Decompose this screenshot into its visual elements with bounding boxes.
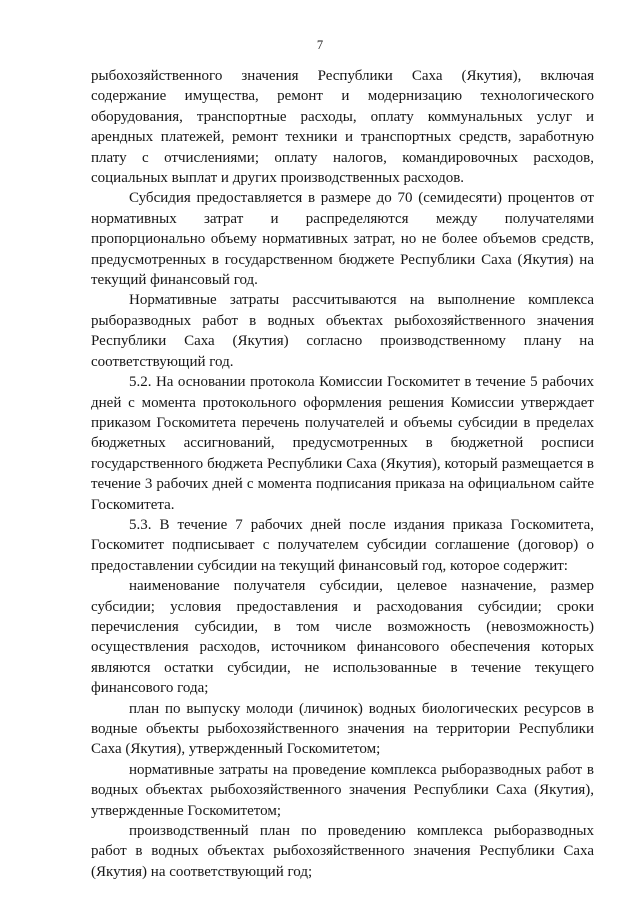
list-item-paragraph: производственный план по проведению комплекса рыборазводных работ в водных объектах рыбохозяйственного значения Республики Саха (Якутия) на соответствующий год; [91,823,594,880]
paragraph: 5.2. На основании протокола Комиссии Госкомитет в течение 5 рабочих дней с момента протокольного оформления решения Комиссии утверждает приказом Госкомитета перечень получателей и объемы субсидии в пределах бюджетных ассигнований, предусмотренных в бюджетной росписи государственного бюджета Республики Саха (Якутия), который размещается в течение 3 рабочих дней с момента подписания приказа на официальном сайте Госкомитета. [91,374,594,513]
paragraph: рыбохозяйственного значения Республики Саха (Якутия), включая содержание имущества, ремонт и модернизацию технологического оборудования, транспортные расходы, оплату коммунальных услуг и арендных платежей, ремонт техники и транспортных средств, заработную плату с отчислениями; оплату налогов, командировочных расходов, социальных выплат и других производственных расходов. [91,68,594,187]
document-body [91,66,594,882]
paragraph: 5.3. В течение 7 рабочих дней после издания приказа Госкомитета, Госкомитет подписывает с получателем субсидии соглашение (договор) о предоставлении субсидии на текущий финансовый год, которое содержит: [91,516,594,574]
paragraph: Субсидия предоставляется в размере до 70 (семидесяти) процентов от нормативных затрат и распределяются между получателями пропорционально объему нормативных затрат, но не более объемов средств, предусмотренных в государственном бюджете Республики Саха (Якутия) на текущий финансовый год. [91,190,594,289]
paragraph: Нормативные затраты рассчитываются на выполнение комплекса рыборазводных работ в водных объектах рыбохозяйственного значения Республики Саха (Якутия) согласно производственному плану на соответствующий год. [91,292,594,370]
page-number: 7 [316,38,324,52]
list-item-paragraph: нормативные затраты на проведение комплекса рыборазводных работ в водных объектах рыбохозяйственного значения Республики Саха (Якутия), утвержденные Госкомитетом; [91,761,594,819]
list-item-paragraph: наименование получателя субсидии, целевое назначение, размер субсидии; условия предоставления и расходования субсидии; сроки перечисления субсидии, в том числе возможность (невозможность) осуществления расходов, источником финансового обеспечения которых являются остатки субсидии, не использованные в течение текущего финансового года; [91,578,594,697]
list-item-paragraph: план по выпуску молоди (личинок) водных биологических ресурсов в водные объекты рыбохозяйственного значения на территории Республики Саха (Якутия), утвержденный Госкомитетом; [91,700,594,758]
